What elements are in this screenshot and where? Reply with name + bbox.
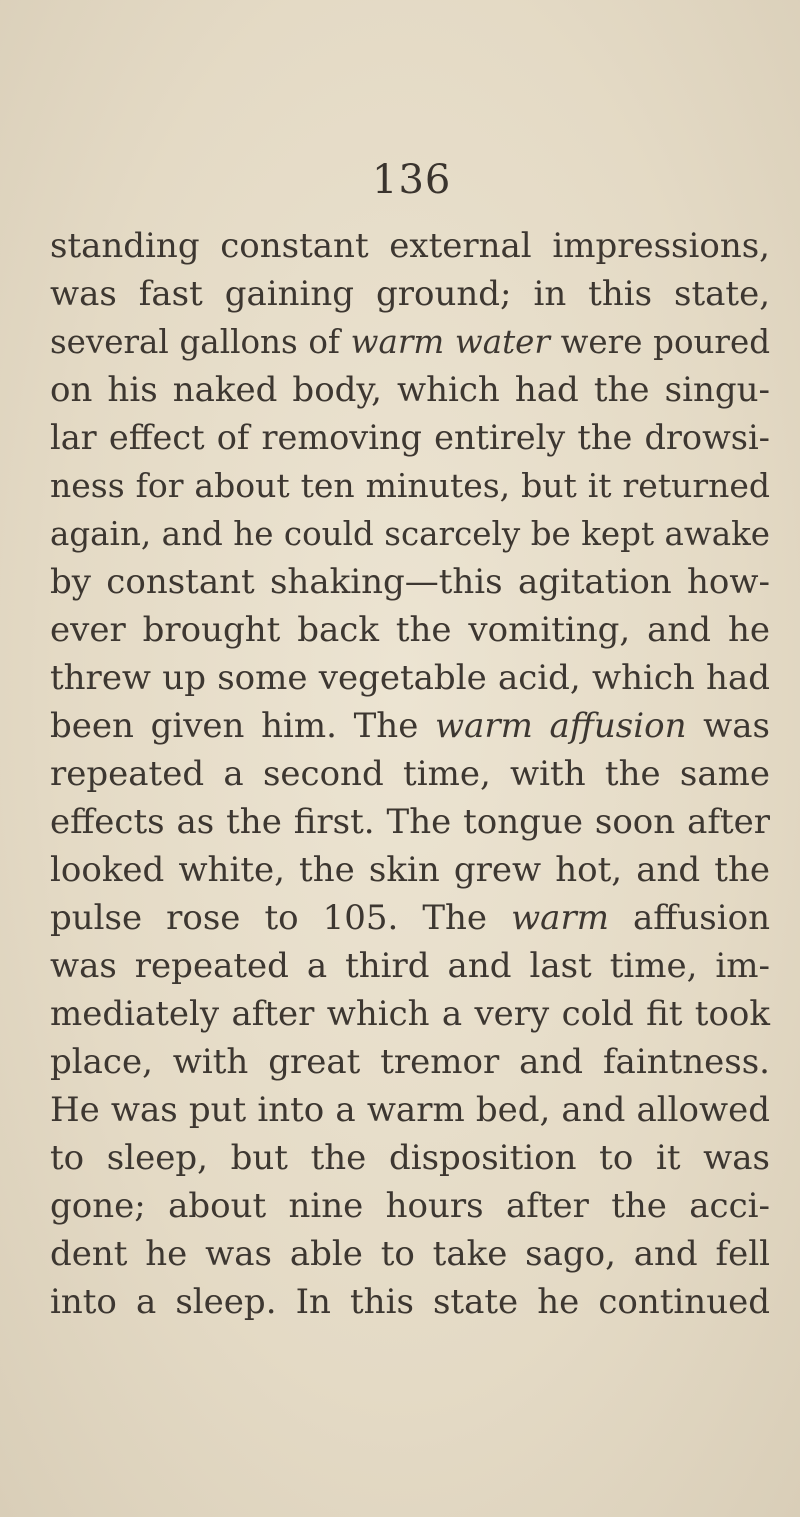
body-text [0,222,800,1372]
text-line: ever brought back the vomiting, and he [50,610,770,650]
text-line: was repeated a third and last time, im- [50,946,770,986]
text-line: looked white, the skin grew hot, and the [50,850,770,890]
text-line: threw up some vegetable acid, which had [50,658,770,698]
page-number: 136 [372,157,452,203]
text-line: ness for about ten minutes, but it returned [50,466,770,505]
text-line: standing constant external impressions, [50,226,770,266]
text-line: been given him. The warm affusion was [50,706,770,746]
text-line: to sleep, but the disposition to it was [50,1138,770,1178]
text-line: again, and he could scarcely be kept awake [50,515,770,553]
text-line: on his naked body, which had the singu- [50,370,770,410]
text-line: He was put into a warm bed, and allowed [50,1090,770,1130]
text-line: pulse rose to 105. The warm affusion [50,898,770,938]
text-line: into a sleep. In this state he continued [50,1282,770,1322]
text-line: repeated a second time, with the same [50,754,770,794]
text-line: gone; about nine hours after the acci- [50,1186,770,1226]
text-line: lar effect of removing entirely the drowsi- [50,418,770,457]
text-line: dent he was able to take sago, and fell [50,1234,770,1274]
text-line: several gallons of warm water were poured [50,323,771,361]
text-line: effects as the first. The tongue soon after [50,802,770,842]
text-line: mediately after which a very cold fit took [50,994,770,1034]
text-line: was fast gaining ground; in this state, [50,274,770,314]
text-line: place, with great tremor and faintness. [50,1042,770,1082]
text-line: by constant shaking—this agitation how- [50,562,770,602]
